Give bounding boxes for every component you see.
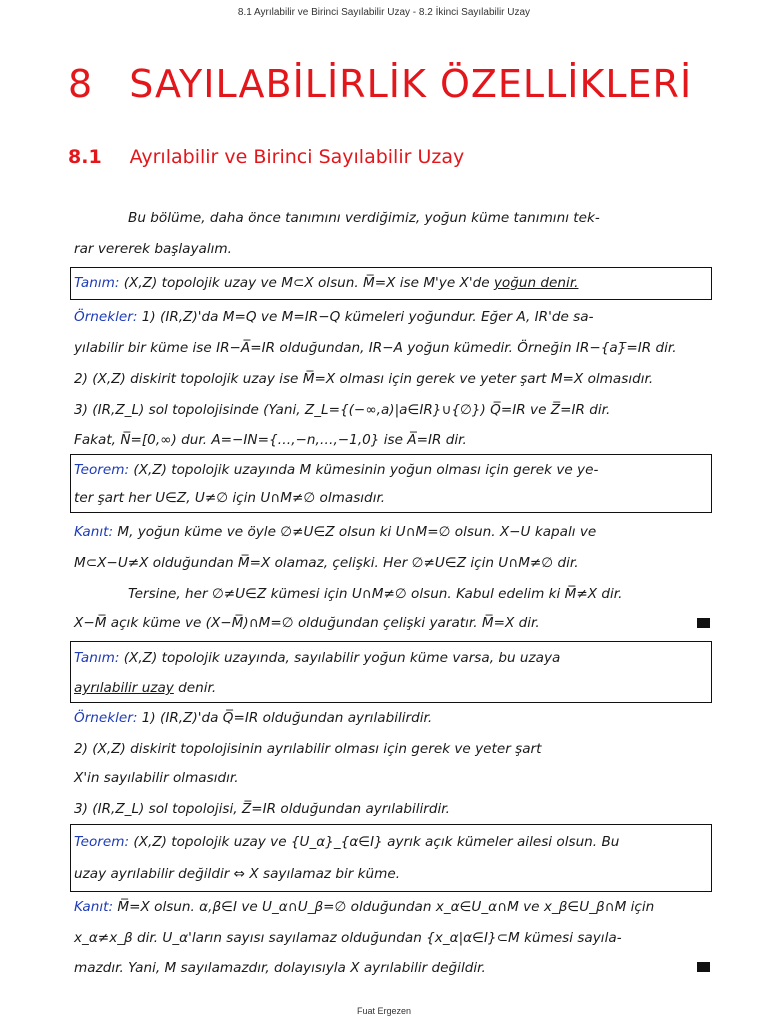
theorem-1-line-2: ter şart her U∈Z, U≠∅ için U∩M≠∅ olmasıdır. <box>74 490 386 506</box>
proof-1-line-3: Tersine, her ∅≠U∈Z kümesi için U∩M≠∅ olsun. Kabul edelim ki M̅≠X dir. <box>128 586 623 602</box>
examples-1-line-1 <box>74 309 594 325</box>
definition-2-line-2 <box>74 680 216 696</box>
theorem-2-line-2: uzay ayrılabilir değildir ⇔ X sayılamaz bir küme. <box>74 866 401 882</box>
proof-label: Kanıt: <box>74 899 114 915</box>
proof-1-line-4: X−M̅ açık küme ve (X−M̅)∩M=∅ olduğundan çelişki yaratır. M̅=X dir. <box>74 615 540 631</box>
definition-label: Tanım: <box>74 650 120 666</box>
proof-text: M̅=X olsun. α,β∈I ve U_α∩U_β=∅ olduğundan x_α∈U_α∩M ve x_β∈U_β∩M için <box>113 899 655 915</box>
running-header: 8.1 Ayrılabilir ve Birinci Sayılabilir Uzay - 8.2 İkinci Sayılabilir Uzay <box>237 7 531 18</box>
definition-text: (X,Z) topolojik uzayında, sayılabilir yoğun küme varsa, bu uzaya <box>119 650 561 666</box>
chapter-heading <box>68 62 748 106</box>
proof-2-line-3: mazdır. Yani, M sayılamazdır, dolayısıyla X ayrılabilir değildir. <box>74 960 486 976</box>
theorem-label: Teorem: <box>74 834 130 850</box>
examples-text: 1) (IR,Z)'da Q̅=IR olduğundan ayrılabilirdir. <box>137 710 433 726</box>
definition-label: Tanım: <box>74 275 120 291</box>
definition-term: ayrılabilir uzay <box>74 680 174 696</box>
chapter-title: SAYILABİLİRLİK ÖZELLİKLERİ <box>129 62 693 106</box>
proof-1-line-1 <box>74 524 596 540</box>
definition-text: (X,Z) topolojik uzay ve M⊂X olsun. M̅=X ise M'ye X'de <box>119 275 494 291</box>
proof-label: Kanıt: <box>74 524 114 540</box>
section-heading <box>68 146 748 168</box>
examples-1-line-2: yılabilir bir küme ise IR−A̅=IR olduğundan, IR−A yoğun kümedir. Örneğin IR−{a}̅=IR dir. <box>74 340 677 356</box>
definition-2-line-1 <box>74 650 560 666</box>
proof-2-line-1 <box>74 899 654 915</box>
proof-2-line-2: x_α≠x_β dir. U_α'ların sayısı sayılamaz olduğundan {x_α|α∈I}⊂M kümesi sayıla- <box>74 930 622 946</box>
definition-text-end: denir. <box>173 680 217 696</box>
examples-text: 1) (IR,Z)'da M=Q ve M=IR−Q kümeleri yoğundur. Eğer A, IR'de sa- <box>137 309 594 325</box>
qed-square-icon <box>697 618 710 628</box>
theorem-1-line-1 <box>74 462 598 478</box>
theorem-text: (X,Z) topolojik uzay ve {U_α}_{α∈I} ayrık açık kümeler ailesi olsun. Bu <box>129 834 620 850</box>
intro-line-1: Bu bölüme, daha önce tanımını verdiğimiz, yoğun küme tanımını tek- <box>128 210 600 226</box>
examples-1-line-3: 2) (X,Z) diskirit topolojik uzay ise M̅=X olması için gerek ve yeter şart M=X olmasıdır. <box>74 371 654 387</box>
definition-dense <box>74 275 578 291</box>
proof-text: M, yoğun küme ve öyle ∅≠U∈Z olsun ki U∩M=∅ olsun. X−U kapalı ve <box>113 524 597 540</box>
examples-label: Örnekler: <box>74 710 138 726</box>
theorem-label: Teorem: <box>74 462 130 478</box>
section-number: 8.1 <box>68 146 102 168</box>
theorem-2-line-1 <box>74 834 619 850</box>
chapter-number: 8 <box>68 62 94 106</box>
theorem-text: (X,Z) topolojik uzayında M kümesinin yoğun olması için gerek ve ye- <box>129 462 599 478</box>
examples-2-line-3: X'in sayılabilir olmasıdır. <box>74 770 239 786</box>
qed-square-icon <box>697 962 710 972</box>
examples-label: Örnekler: <box>74 309 138 325</box>
examples-2-line-2: 2) (X,Z) diskirit topolojisinin ayrılabilir olması için gerek ve yeter şart <box>74 741 542 757</box>
intro-line-2: rar vererek başlayalım. <box>74 241 232 257</box>
examples-2-line-4: 3) (IR,Z_L) sol topolojisi, Z̅=IR olduğundan ayrılabilirdir. <box>74 801 450 817</box>
proof-1-line-2: M⊂X−U≠X olduğundan M̅=X olamaz, çelişki. Her ∅≠U∈Z için U∩M≠∅ dir. <box>74 555 579 571</box>
examples-1-line-4: 3) (IR,Z_L) sol topolojisinde (Yani, Z_L={(−∞,a)|a∈IR}∪{∅}) Q̅=IR ve Z̅=IR dir. <box>74 402 611 418</box>
section-title: Ayrılabilir ve Birinci Sayılabilir Uzay <box>129 146 465 168</box>
examples-2-line-1 <box>74 710 432 726</box>
definition-term: yoğun denir. <box>493 275 579 291</box>
examples-1-line-5: Fakat, N̅=[0,∞) dur. A=−IN={…,−n,…,−1,0} ise A̅=IR dir. <box>74 432 467 448</box>
footer-author: Fuat Ergezen <box>356 1006 412 1016</box>
